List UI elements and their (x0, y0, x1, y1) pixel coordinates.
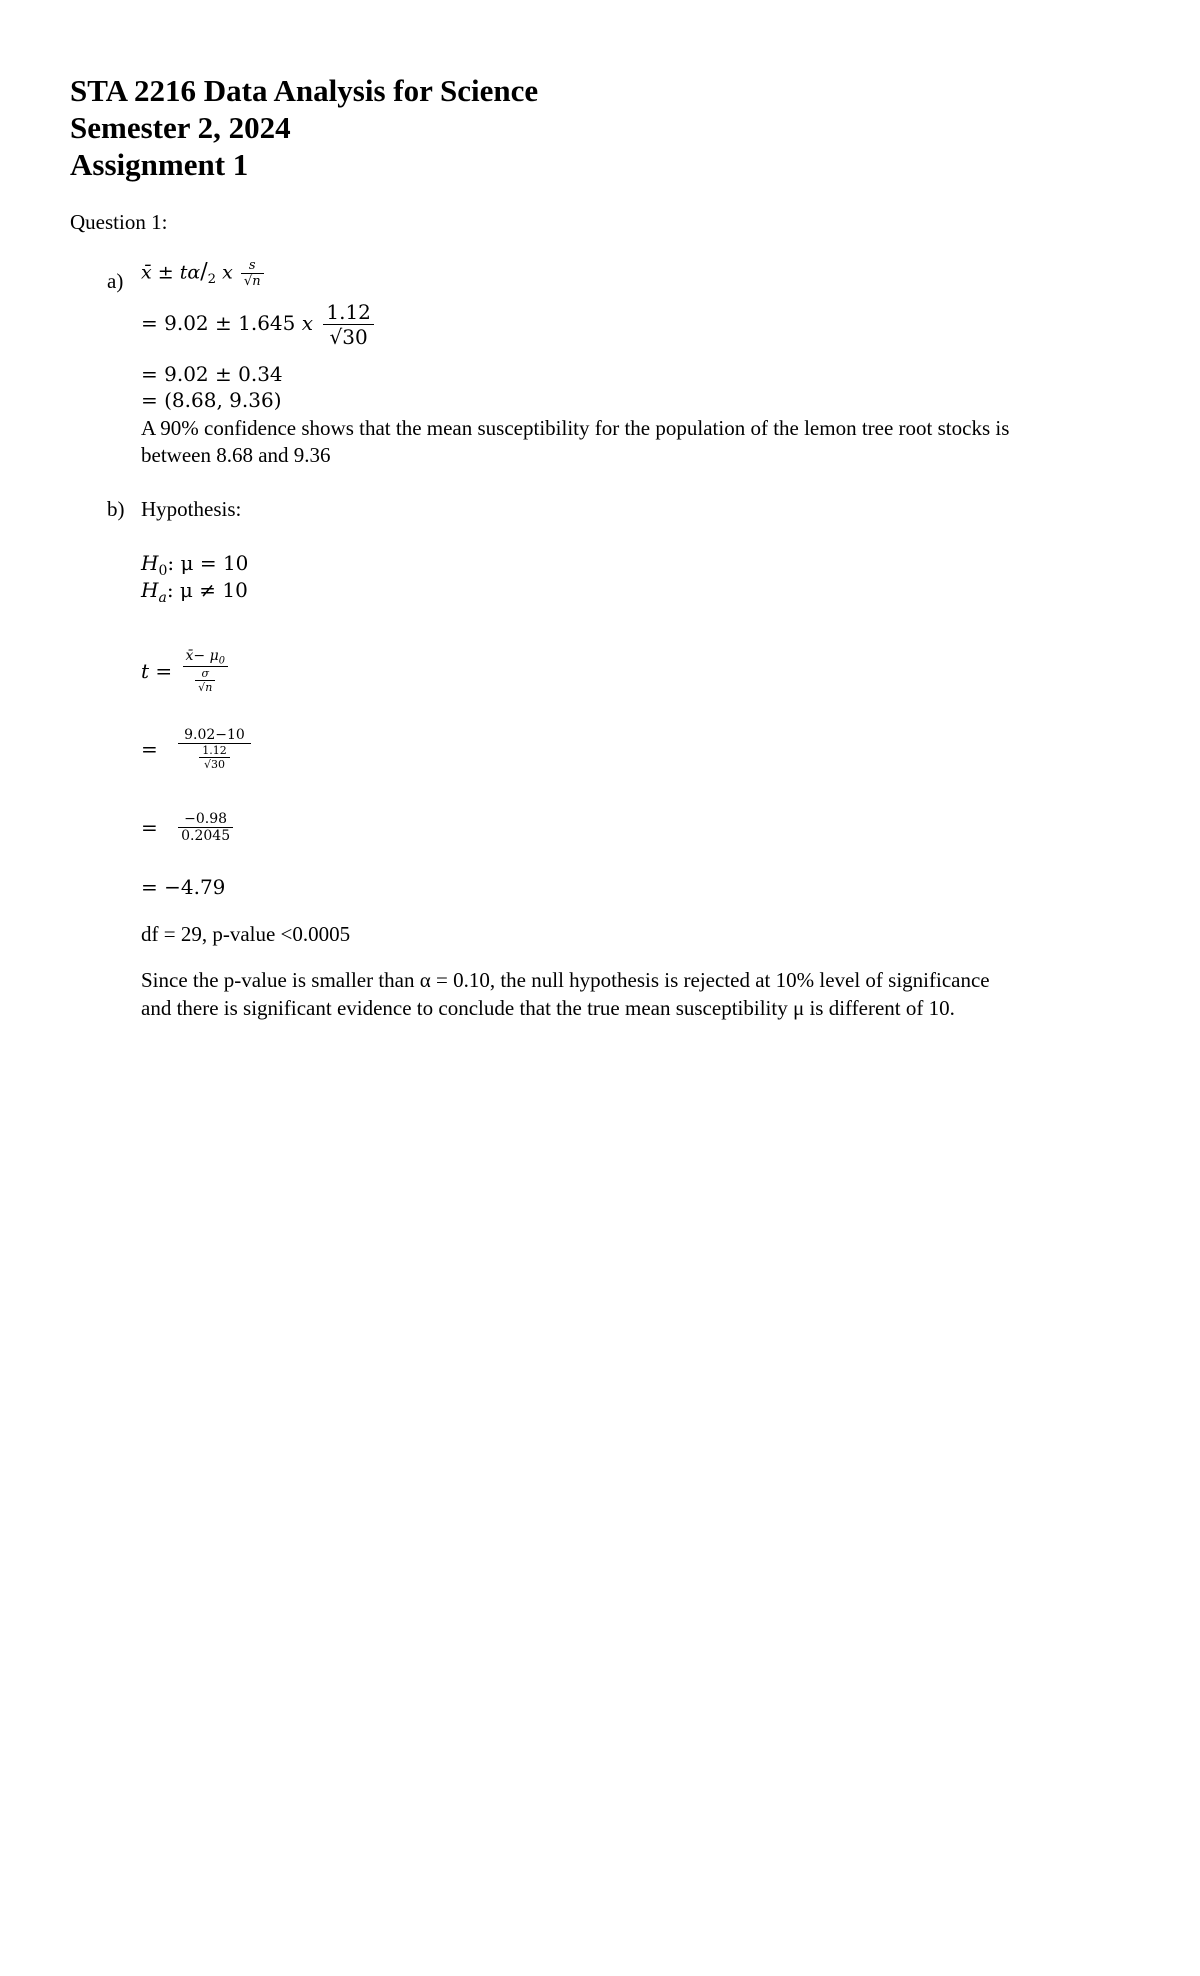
mu-zero-subscript: 0 (218, 655, 225, 667)
semester-title: Semester 2, 2024 (70, 110, 291, 145)
t-symbol: t (179, 261, 188, 284)
t-formula-numerator (183, 648, 228, 666)
ci-step-1 (141, 300, 374, 349)
t-step-1-numerator: 9.02−10 (184, 727, 245, 743)
df-pvalue-line: df = 29, p-value <0.0005 (141, 922, 351, 946)
n-symbol: n (252, 274, 261, 289)
null-hypothesis (141, 551, 248, 579)
t-step-1 (141, 727, 251, 771)
ci-step-1-prefix: = 9.02 ± 1.645 (141, 311, 302, 335)
t-formula-numerator-text: x̄− μ (185, 648, 219, 664)
t-step-1-inner-denominator: 30 (210, 758, 225, 771)
t-statistic-formula (141, 648, 228, 694)
test-conclusion-line-2: and there is significant evidence to conclude that the true mean susceptibility μ is different of 10. (141, 996, 955, 1020)
ci-step-3: = (8.68, 9.36) (141, 388, 282, 412)
test-conclusion-line-1: Since the p-value is smaller than α = 0.10, the null hypothesis is rejected at 10% level of significance (141, 968, 990, 992)
ha-subscript: a (158, 589, 167, 606)
ci-step-1-times: x (301, 311, 314, 335)
t-step-2-numerator: −0.98 (184, 811, 228, 827)
ci-step-2: = 9.02 ± 0.34 (141, 362, 283, 386)
ci-formula: x̄ ± $t\alpha/_2$ x $\frac{s}{√n}$ (141, 258, 264, 289)
h0-subscript: 0 (158, 562, 168, 579)
ci-step-1-numerator: 1.12 (326, 300, 371, 324)
sigma-over-root-n: $\frac{\sigma}{√n}$ (195, 667, 215, 694)
t-step-3: = −4.79 (141, 875, 226, 899)
part-b-label: b) (107, 497, 125, 521)
alpha-symbol: α (187, 261, 201, 284)
times-symbol: x (222, 261, 233, 284)
t-lhs: t = (141, 659, 173, 684)
t-step-1-denominator (196, 744, 233, 771)
t-step-2-denominator: 0.2045 (181, 828, 231, 844)
ci-step-1-fraction: $\frac{1.12}{√30}$ (323, 300, 374, 349)
ha-rest: : μ ≠ 10 (166, 578, 248, 602)
assignment-title: Assignment 1 (70, 147, 249, 182)
ci-step-1-denominator: 30 (342, 325, 368, 349)
xbar-symbol: x̄ (141, 261, 152, 284)
t-step-2 (141, 811, 233, 844)
plus-minus-symbol: ± (157, 261, 174, 284)
t-formula-denominator (192, 667, 218, 694)
hypothesis-heading: Hypothesis: (141, 497, 242, 521)
s-symbol: s (248, 258, 256, 273)
sigma-symbol: σ (201, 667, 209, 681)
t-step-1-eq: = (141, 737, 158, 761)
t-step-1-inner-fraction: $\frac{1.12}{√30}$ (199, 744, 230, 771)
alternative-hypothesis (141, 578, 248, 606)
question-label: Question 1: (70, 210, 168, 234)
t-step-1-fraction (178, 727, 251, 771)
half-subscript: 2 (207, 272, 217, 288)
course-title: STA 2216 Data Analysis for Science (70, 73, 539, 108)
h0-rest: : μ = 10 (167, 551, 249, 575)
n-symbol-b: n (205, 681, 213, 695)
t-step-2-eq: = (141, 815, 158, 840)
t-formula-fraction (183, 648, 228, 694)
t-step-1-inner-numerator: 1.12 (202, 744, 227, 757)
part-a-label: a) (107, 269, 124, 293)
ci-conclusion-line-2: between 8.68 and 9.36 (141, 443, 331, 467)
ci-conclusion-line-1: A 90% confidence shows that the mean susceptibility for the population of the lemon tree root stocks is (141, 416, 1010, 440)
t-step-2-fraction (178, 811, 233, 844)
h0-symbol: H (141, 551, 159, 575)
ha-symbol: H (141, 578, 159, 602)
s-over-root-n: $\frac{s}{√n}$ (241, 258, 264, 289)
